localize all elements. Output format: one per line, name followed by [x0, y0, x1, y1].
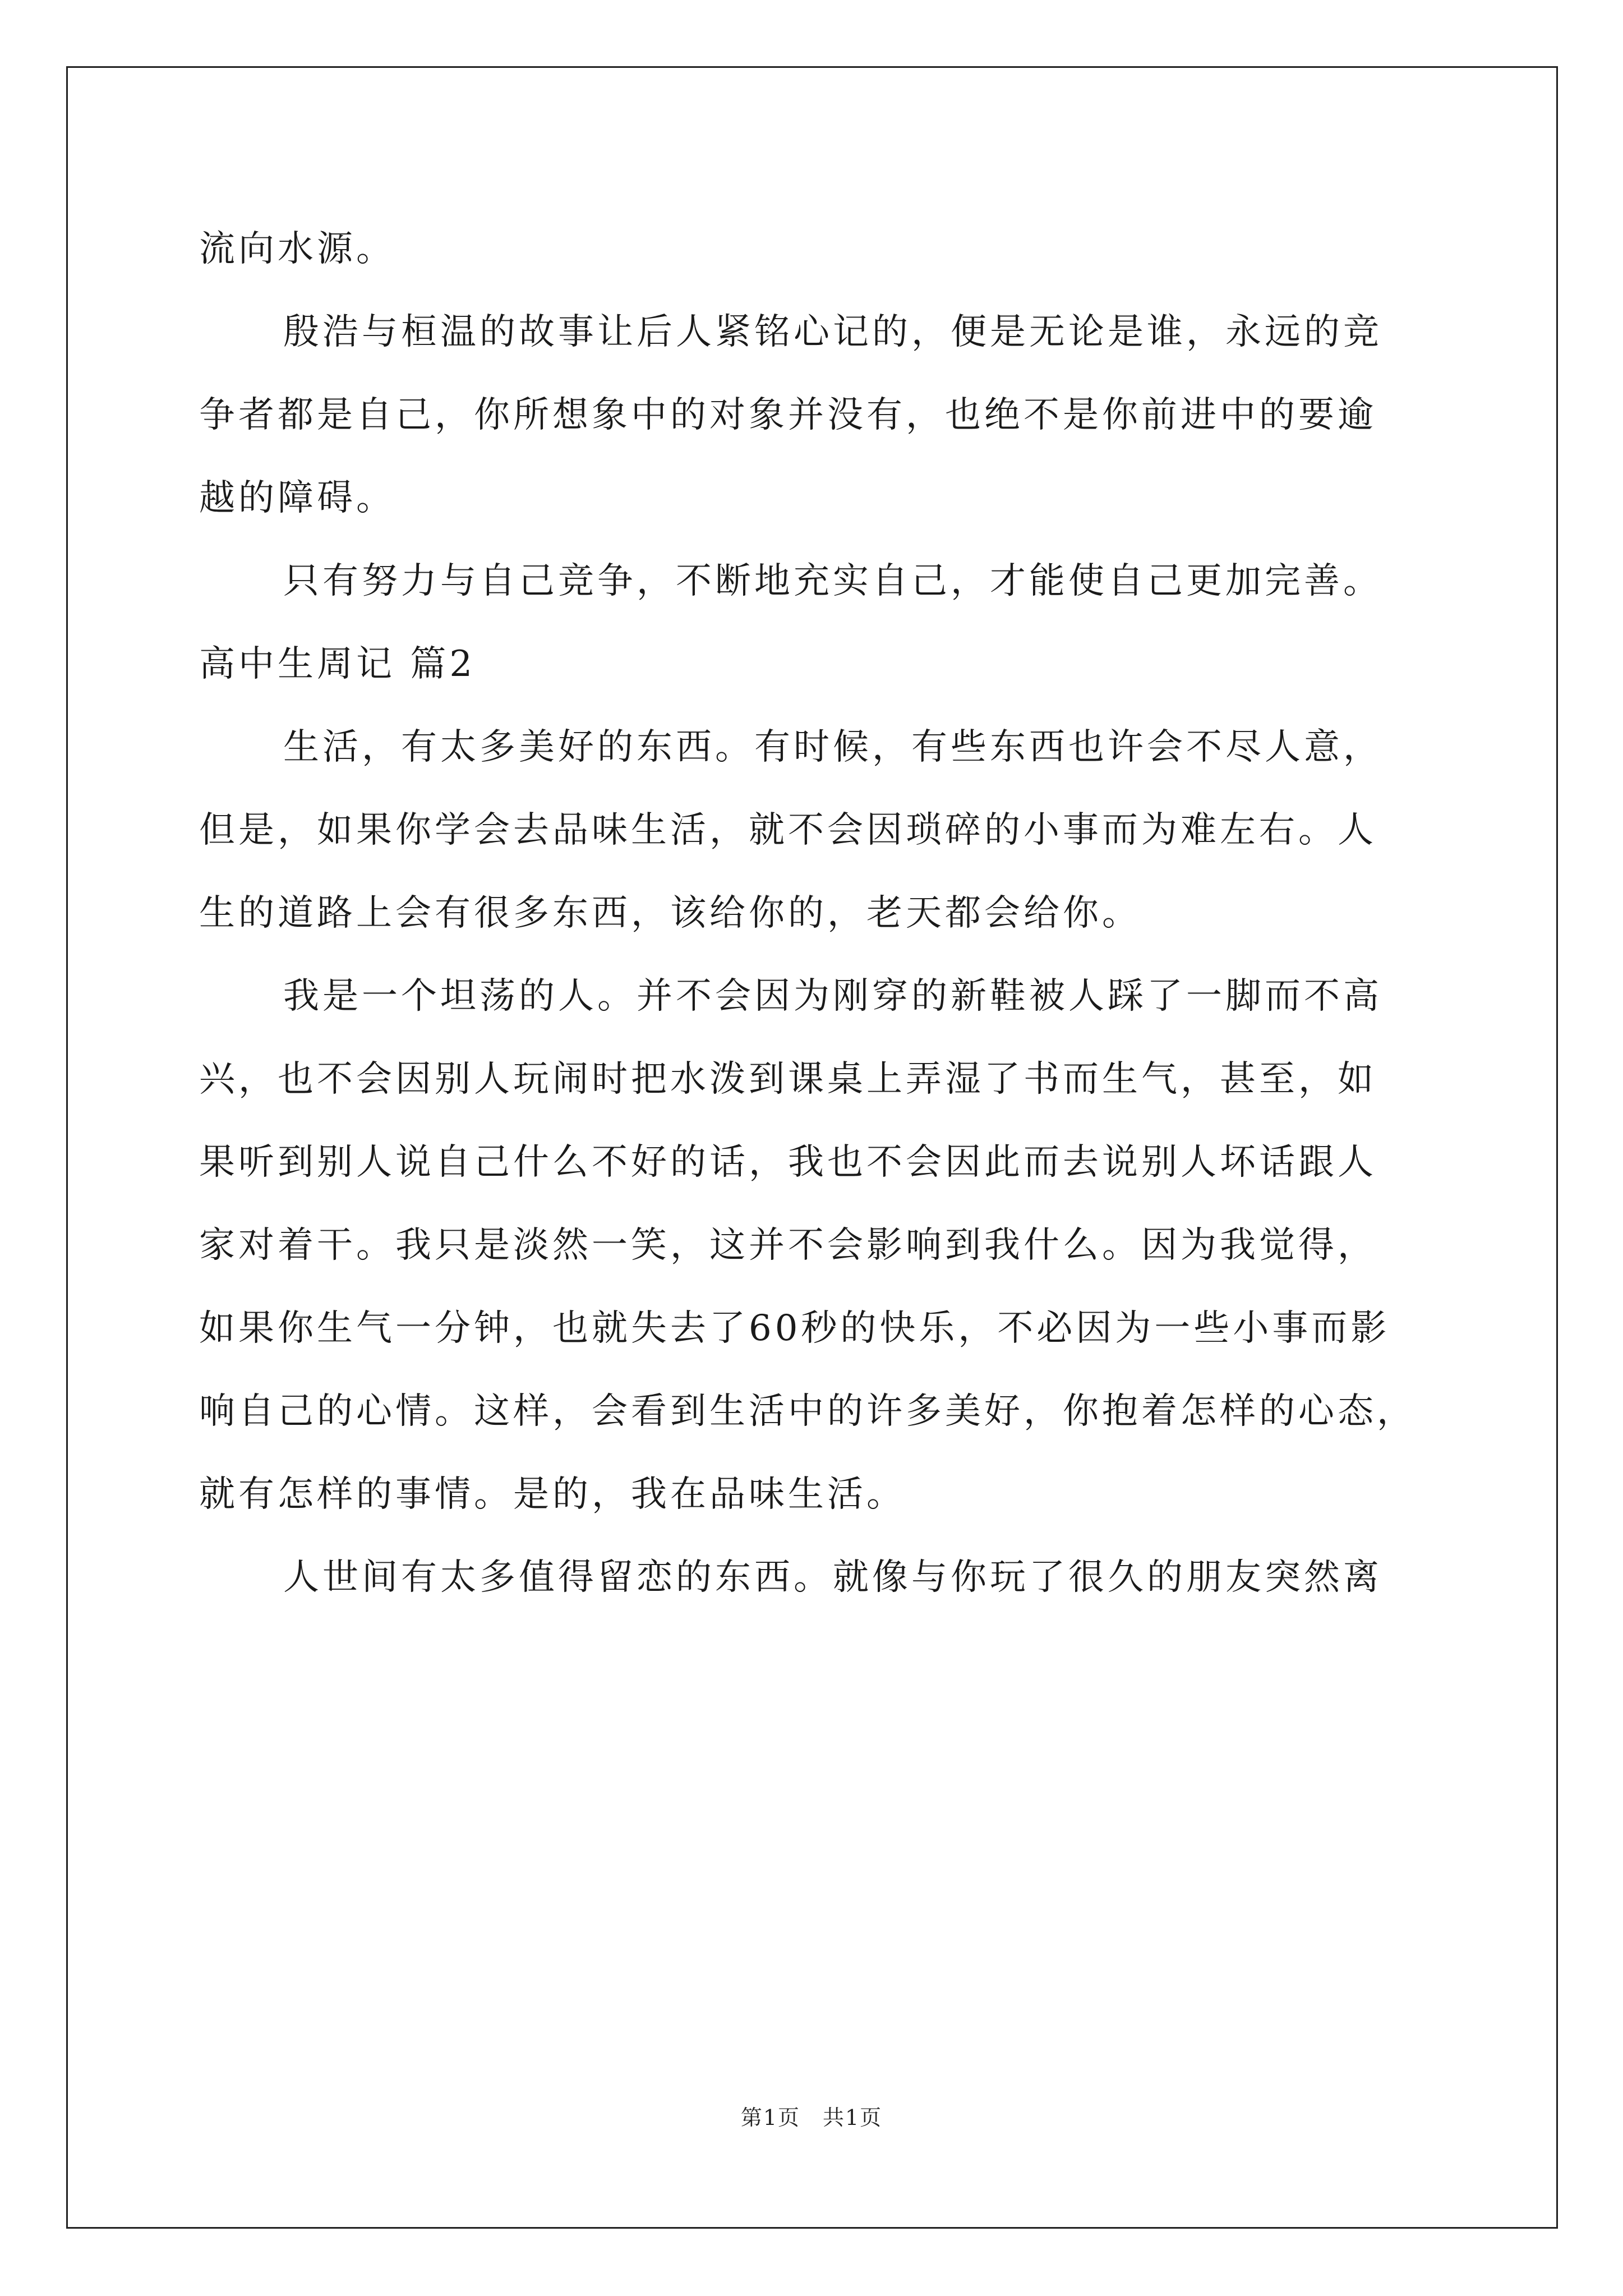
text-line: 如果你生气一分钟，也就失去了60秒的快乐，不必因为一些小事而影	[199, 1308, 1390, 1349]
text-line: 兴，也不会因别人玩闹时把水泼到课桌上弄湿了书而生气，甚至，如	[199, 1059, 1377, 1100]
text-line: 流向水源。	[199, 228, 395, 270]
text-line: 我是一个坦荡的人。并不会因为刚穿的新鞋被人踩了一脚而不高	[283, 976, 1382, 1017]
text-line: 但是，如果你学会去品味生活，就不会因琐碎的小事而为难左右。人	[199, 809, 1377, 851]
page-number: 第1页 共1页	[740, 2105, 883, 2130]
section-heading: 高中生周记 篇2	[199, 643, 476, 685]
text-line: 人世间有太多值得留恋的东西。就像与你玩了很久的朋友突然离	[283, 1557, 1382, 1598]
text-line: 争者都是自己，你所想象中的对象并没有，也绝不是你前进中的要逾	[199, 394, 1377, 436]
text-line: 家对着干。我只是淡然一笑，这并不会影响到我什么。因为我觉得，	[199, 1225, 1377, 1266]
text-line: 殷浩与桓温的故事让后人紧铭心记的，便是无论是谁，永远的竞	[283, 311, 1382, 353]
text-line: 果听到别人说自己什么不好的话，我也不会因此而去说别人坏话跟人	[199, 1142, 1377, 1183]
text-line: 生的道路上会有很多东西，该给你的，老天都会给你。	[199, 892, 1141, 934]
text-line: 生活，有太多美好的东西。有时候，有些东西也许会不尽人意，	[283, 726, 1382, 768]
text-line: 越的障碍。	[199, 477, 395, 519]
document-body	[199, 208, 1433, 1619]
text-line: 只有努力与自己竞争，不断地充实自己，才能使自己更加完善。	[283, 560, 1382, 602]
text-line: 就有怎样的事情。是的，我在品味生活。	[199, 1474, 906, 1515]
text-line: 响自己的心情。这样，会看到生活中的许多美好，你抱着怎样的心态，	[199, 1391, 1416, 1432]
